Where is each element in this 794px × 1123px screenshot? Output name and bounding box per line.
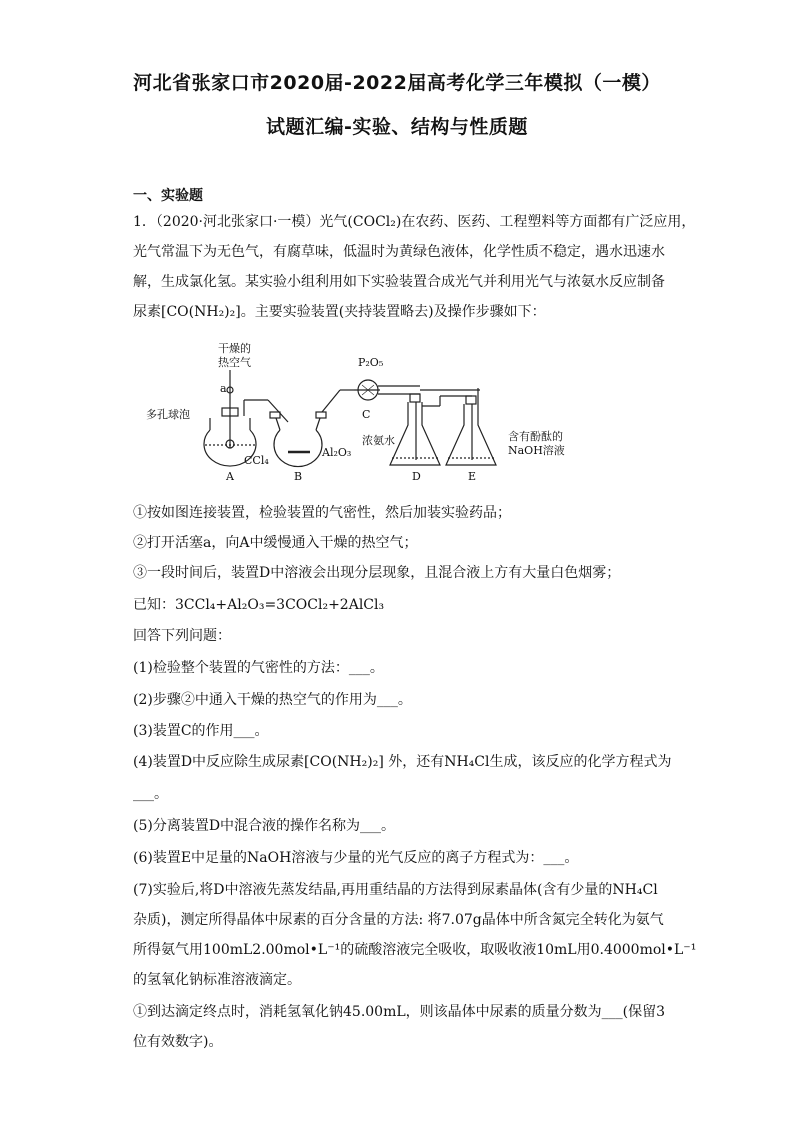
question-intro-line: 光气常温下为无色气，有腐草味，低温时为黄绿色液体，化学性质不稳定，遇水迅速水	[133, 244, 665, 260]
question-line: ___。	[133, 786, 168, 802]
step-line: ②打开活塞a，向A中缓慢通入干燥的热空气；	[133, 535, 418, 551]
naoh-solution-label: 含有酚酞的	[508, 430, 563, 443]
answer-prompt: 回答下列问题：	[133, 628, 231, 644]
question-intro-line: 尿素[CO(NH₂)₂]。主要实验装置(夹持装置略去)及操作步骤如下：	[133, 304, 546, 320]
question-intro-line: 1．（2020·河北张家口·一模）光气(COCl₂)在农药、医药、工程塑料等方面都有广泛应用，	[133, 214, 696, 230]
step-line: ①按如图连接装置，检验装置的气密性，然后加装实验药品；	[133, 505, 511, 521]
question-line: 所得氨气用100mL2.00mol•L⁻¹的硫酸溶液完全吸收，取吸收液10mL用0.4000mol•L⁻¹	[133, 942, 697, 958]
question-line: (7)实验后,将D中溶液先蒸发结晶,再用重结晶的方法得到尿素晶体(含有少量的NH₄Cl	[133, 882, 658, 898]
question-line: (4)装置D中反应除生成尿素[CO(NH₂)₂] 外，还有NH₄Cl生成，该反应的化学方程式为	[133, 754, 672, 770]
question-line: 杂质)，测定所得晶体中尿素的百分含量的方法: 将7.07g晶体中所含氮完全转化为氨气	[133, 912, 664, 928]
document-title: 河北省张家口市2020届-2022届高考化学三年模拟（一模）	[133, 72, 661, 94]
ccl4-label: CCl₄	[244, 454, 269, 467]
dry-hot-air-label: 热空气	[218, 356, 251, 369]
section-heading: 一、实验题	[133, 188, 203, 204]
known-equation: 已知：3CCl₄+Al₂O₃=3COCl₂+2AlCl₃	[133, 597, 385, 613]
question-line: (1)检验整个装置的气密性的方法：___。	[133, 660, 384, 676]
porous-bulb-label: 多孔球泡	[146, 408, 190, 421]
apparatus-label-d: D	[412, 470, 421, 483]
question-line: 的氢氧化钠标准溶液滴定。	[133, 972, 301, 988]
question-line: (3)装置C的作用___。	[133, 723, 269, 739]
question-line: ①到达滴定终点时，消耗氢氧化钠45.00mL，则该晶体中尿素的质量分数为___(保留3	[133, 1004, 666, 1020]
naoh-solution-label: NaOH溶液	[508, 444, 565, 457]
apparatus-label-c: C	[362, 408, 371, 421]
question-intro-line: 解，生成氯化氢。某实验小组利用如下实验装置合成光气并利用光气与浓氨水反应制备	[133, 274, 665, 290]
apparatus-label-a: A	[226, 470, 234, 483]
valve-a-label: a	[220, 382, 227, 395]
step-line: ③一段时间后，装置D中溶液会出现分层现象，且混合液上方有大量白色烟雾；	[133, 565, 621, 581]
apparatus-diagram	[140, 340, 600, 490]
al2o3-label: Al₂O₃	[322, 446, 352, 459]
question-line: (2)步骤②中通入干燥的热空气的作用为___。	[133, 692, 412, 708]
question-line: (6)装置E中足量的NaOH溶液与少量的光气反应的离子方程式为：___。	[133, 850, 579, 866]
apparatus-label-b: B	[294, 470, 303, 483]
question-line: (5)分离装置D中混合液的操作名称为___。	[133, 818, 396, 834]
conc-ammonia-label: 浓氨水	[362, 434, 395, 447]
dry-hot-air-label: 干燥的	[218, 342, 251, 355]
question-line: 位有效数字)。	[133, 1034, 223, 1050]
apparatus-label-e: E	[468, 470, 477, 483]
document-subtitle: 试题汇编-实验、结构与性质题	[266, 116, 528, 138]
p2o5-label: P₂O₅	[358, 356, 384, 369]
